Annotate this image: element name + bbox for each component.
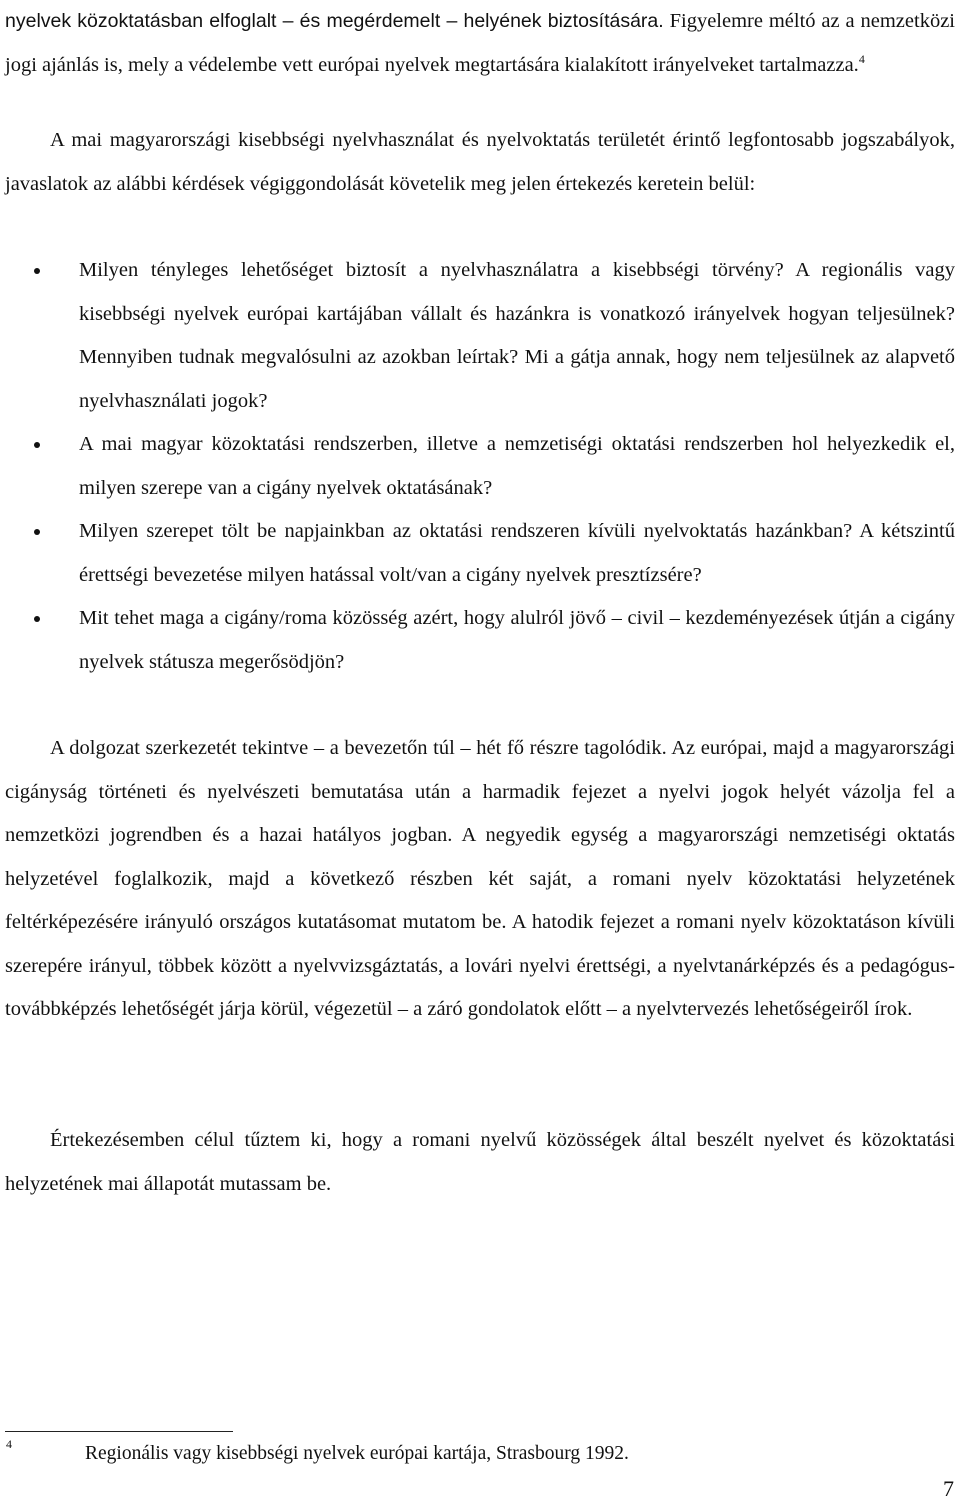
- bullet-icon: [34, 529, 40, 535]
- list-item-text: A mai magyar közoktatási rendszerben, illetve a nemzetiségi oktatási rendszerben hol helyezkedik el, milyen szerepe van a cigány nyelvek oktatásának?: [79, 433, 955, 499]
- list-item-text: Milyen szerepet tölt be napjainkban az oktatási rendszeren kívüli nyelvoktatás hazánkban? A kétszintű érettségi bevezetése milyen hatással volt/van a cigány nyelvek presztízsére?: [79, 520, 955, 586]
- bullet-icon: [34, 616, 40, 622]
- footnote-mark: 4: [6, 1437, 12, 1451]
- paragraph-questions-intro: A mai magyarországi kisebbségi nyelvhasználat és nyelvoktatás területét érintő legfontosabb jogszabályok, javaslatok az alábbi kérdések végiggondolását követelik meg jelen értekezés keretein belül:: [5, 129, 955, 195]
- bullet-icon: [34, 268, 40, 274]
- intro-serif-text: Figyelemre méltó az a nemzetközi jogi ajánlás is, mely a védelembe vett európai nyelvek megtartására kialakított irányelveket tartalmazza.: [5, 10, 955, 76]
- list-item: [0, 597, 955, 684]
- intro-sans-text: nyelvek közoktatásban elfoglalt – és megérdemelt – helyének biztosítására.: [5, 10, 664, 32]
- list-item: [0, 249, 955, 423]
- paragraph-structure: A dolgozat szerkezetét tekintve – a bevezetőn túl – hét fő részre tagolódik. Az európai, majd a magyarországi cigányság történeti és nyelvészeti bemutatása után a harmadik fejezet a nyelvi jogok helyét vázolja fel a nemzetközi jogrendben és a hazai hatályos jogban. A negyedik egység a magyarországi nemzetiségi oktatás helyzetével foglalkozik, majd a következő részben két saját, a romani nyelv közoktatási helyzetének feltérképezésére irányuló országos kutatásomat mutatom be. A hatodik fejezet a romani nyelv közoktatáson kívüli szerepére irányul, többek között a nyelvvizsgáztatás, a lovári nyelvi érettségi, a nyelvtanárképzés és a pedagógus-továbbképzés lehetőségét járja körül, végezetül – a záró gondolatok előtt – a nyelvtervezés lehetőségeiről írok.: [5, 737, 955, 1020]
- list-item-text: Mit tehet maga a cigány/roma közösség azért, hogy alulról jövő – civil – kezdeményezések útján a cigány nyelvek státusza megerősödjön?: [79, 607, 955, 673]
- paragraph-intro: [5, 0, 955, 87]
- bullet-icon: [34, 442, 40, 448]
- footnote-text: Regionális vagy kisebbségi nyelvek európai kartája, Strasbourg 1992.: [85, 1443, 629, 1464]
- list-item-text: Milyen tényleges lehetőséget biztosít a nyelvhasználatra a kisebbségi törvény? A regionális vagy kisebbségi nyelvek európai kartájában vállalt és hazánkra is vonatkozó irányelvek hogyan teljesülnek? Mennyiben tudnak megvalósulni az azokban leírtak? Mi a gátja annak, hogy nem teljesülnek az alapvető nyelvhasználati jogok?: [79, 259, 955, 412]
- footnote-divider: [5, 1431, 233, 1432]
- list-item: [0, 423, 955, 510]
- page-number: 7: [943, 1476, 954, 1501]
- footnote-reference: 4: [858, 51, 865, 66]
- paragraph-goal: Értekezésemben célul tűztem ki, hogy a romani nyelvű közösségek által beszélt nyelvet és közoktatási helyzetének mai állapotát mutassam be.: [5, 1129, 955, 1195]
- question-list: [0, 249, 955, 684]
- list-item: [0, 510, 955, 597]
